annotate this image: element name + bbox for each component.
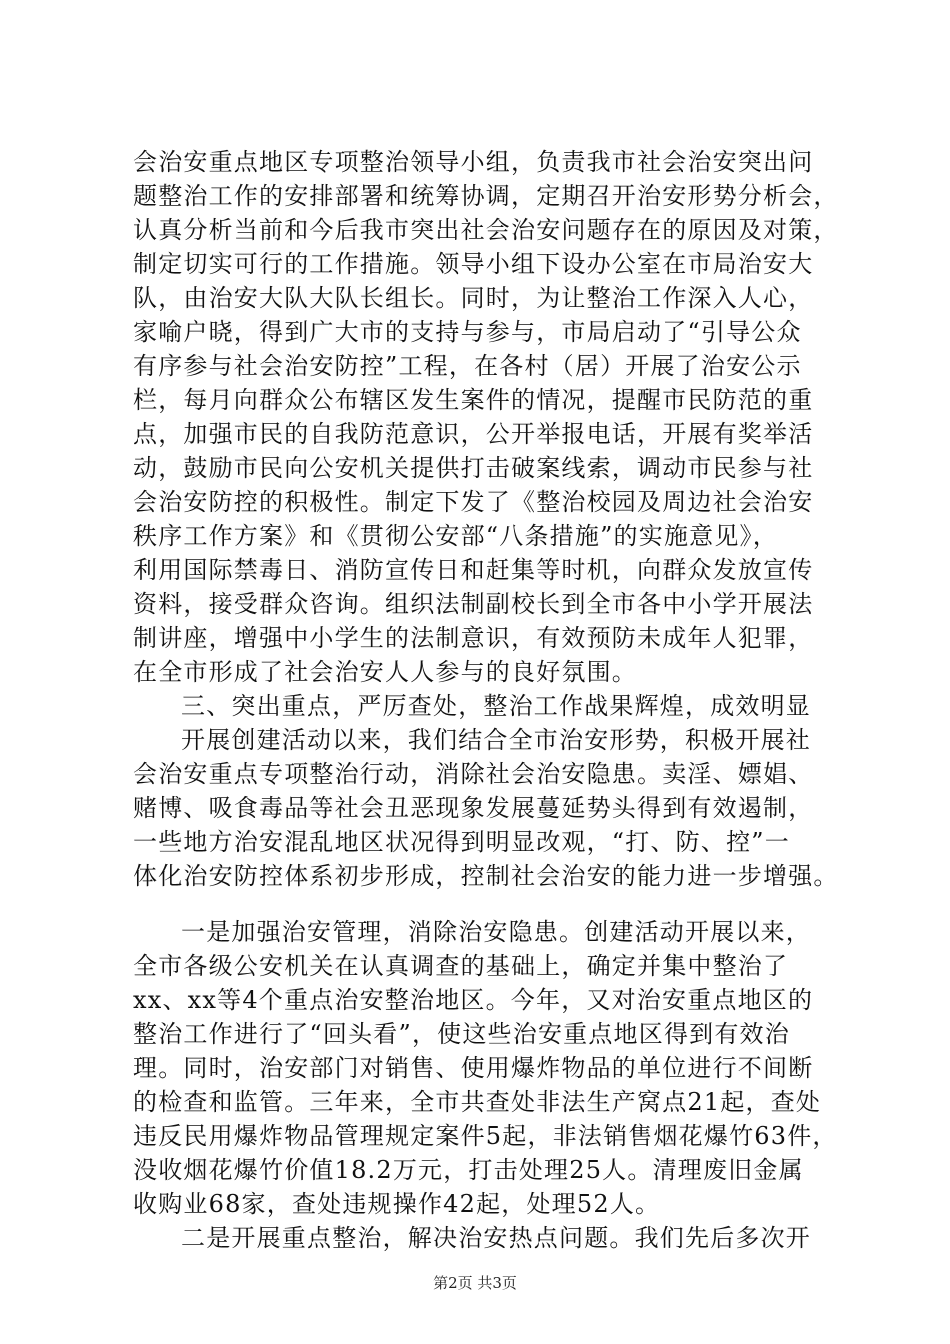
text-line: 题整治工作的安排部署和统筹协调，定期召开治安形势分析会， <box>133 182 839 210</box>
text-line: 二是开展重点整治，解决治安热点问题。我们先后多次开 <box>181 1224 811 1252</box>
text-line: 秩序工作方案》和《贯彻公安部“八条措施”的实施意见》， <box>133 522 778 550</box>
text-line: 栏，每月向群众公布辖区发生案件的情况，提醒市民防范的重 <box>133 386 814 414</box>
text-line: 制定切实可行的工作措施。领导小组下设办公室在市局治安大 <box>133 250 814 278</box>
text-line: 动，鼓励市民向公安机关提供打击破案线索，调动市民参与社 <box>133 454 814 482</box>
text-line: 会治安防控的积极性。制定下发了《整治校园及周边社会治安 <box>133 488 814 516</box>
text-line: 利用国际禁毒日、消防宣传日和赶集等时机，向群众发放宣传 <box>133 556 814 584</box>
page-footer: 第2页 共3页 <box>433 1274 517 1292</box>
text-line: 制讲座，增强中小学生的法制意识，有效预防未成年人犯罪， <box>133 624 814 652</box>
text-line: 体化治安防控体系初步形成，控制社会治安的能力进一步增强。 <box>133 862 839 890</box>
text-line: 会治安重点地区专项整治领导小组，负责我市社会治安突出问 <box>133 148 814 176</box>
paragraph-spacer <box>133 893 833 915</box>
text-line: 会治安重点专项整治行动，消除社会治安隐患。卖淫、嫖娼、 <box>133 760 814 788</box>
text-line: 开展创建活动以来，我们结合全市治安形势，积极开展社 <box>181 726 811 754</box>
text-line: 点，加强市民的自我防范意识，公开举报电话，开展有奖举活 <box>133 420 814 448</box>
text-line: 全市各级公安机关在认真调查的基础上，确定并集中整治了 <box>133 952 789 980</box>
text-line: 家喻户晓，得到广大市的支持与参与，市局启动了“引导公众 <box>133 318 802 346</box>
text-line: 资料，接受群众咨询。组织法制副校长到全市各中小学开展法 <box>133 590 814 618</box>
text-line: xx、xx等4个重点治安整治地区。今年，又对治安重点地区的 <box>133 986 814 1014</box>
text-line: 赌博、吸食毒品等社会丑恶现象发展蔓延势头得到有效遏制， <box>133 794 814 822</box>
text-line: 违反民用爆炸物品管理规定案件5起，非法销售烟花爆竹63件， <box>133 1122 838 1150</box>
text-line: 有序参与社会治安防控”工程，在各村（居）开展了治安公示 <box>133 352 802 380</box>
text-line: 认真分析当前和今后我市突出社会治安问题存在的原因及对策， <box>133 216 839 244</box>
text-line: 的检查和监管。三年来，全市共查处非法生产窝点21起，查处 <box>133 1088 822 1116</box>
text-line: 队，由治安大队大队长组长。同时，为让整治工作深入人心， <box>133 284 814 312</box>
text-line: 理。同时，治安部门对销售、使用爆炸物品的单位进行不间断 <box>133 1054 814 1082</box>
text-line: 没收烟花爆竹价值18.2万元，打击处理25人。清理废旧金属 <box>133 1156 804 1184</box>
text-line: 一是加强治安管理，消除治安隐患。创建活动开展以来， <box>181 918 811 946</box>
section-heading: 三、突出重点，严厉查处，整治工作战果辉煌，成效明显 <box>181 692 811 720</box>
text-line: 整治工作进行了“回头看”，使这些治安重点地区得到有效治 <box>133 1020 790 1048</box>
document-body <box>133 145 839 1255</box>
text-line: 收购业68家，查处违规操作42起，处理52人。 <box>133 1190 661 1218</box>
text-line: 在全市形成了社会治安人人参与的良好氛围。 <box>133 658 637 686</box>
text-line: 一些地方治安混乱地区状况得到明显改观，“打、防、控”一 <box>133 828 790 856</box>
